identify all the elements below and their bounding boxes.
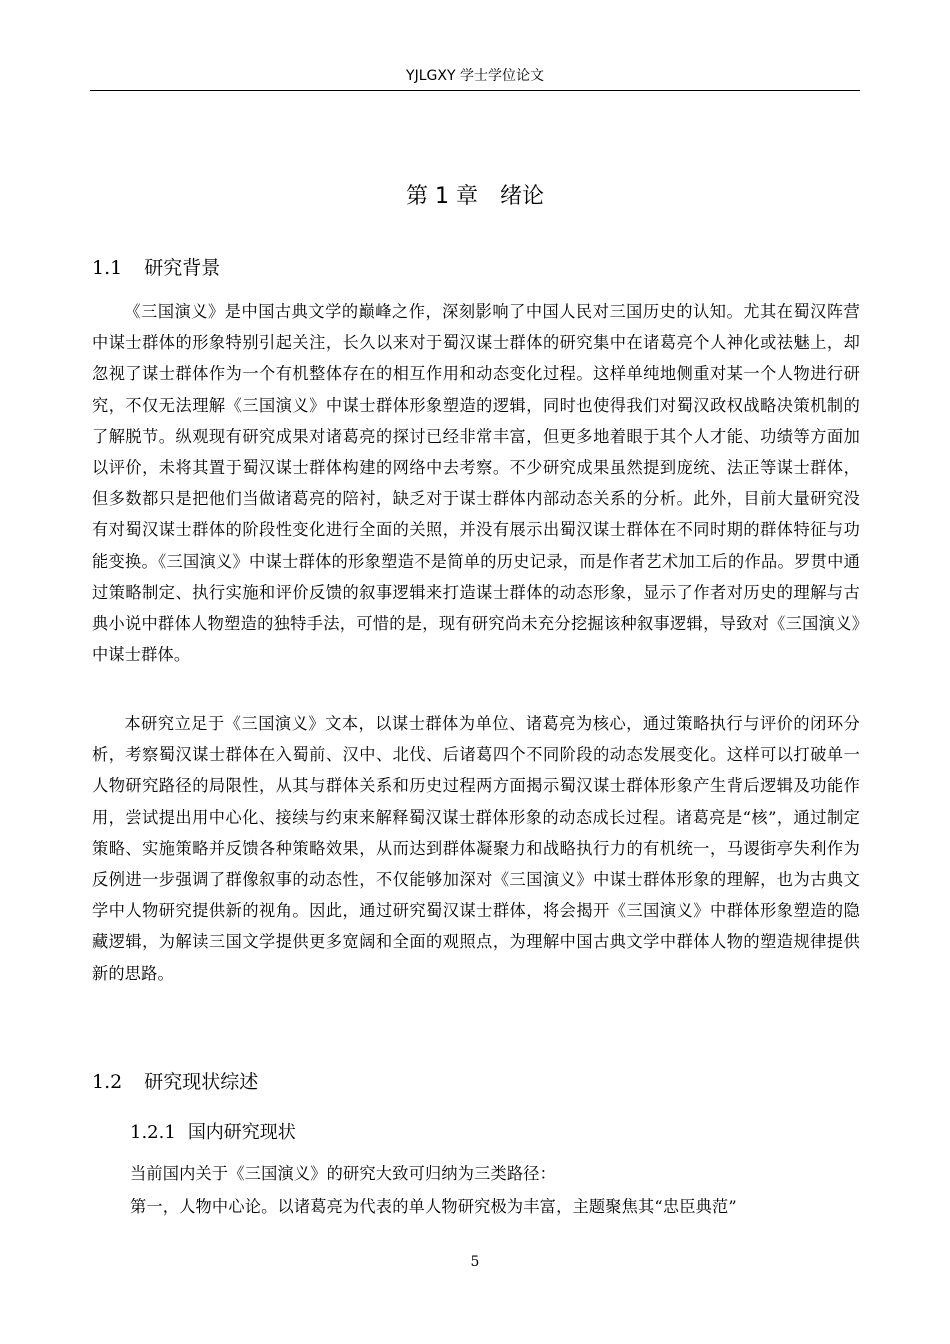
section-heading-1-1 [92, 254, 220, 282]
paragraph-domestic-1: 当前国内关于《三国演义》的研究大致可归纳为三类路径： [130, 1164, 557, 1183]
section-title: 研究现状综述 [144, 1071, 259, 1093]
paragraph-background-1: 《三国演义》是中国古典文学的巅峰之作，深刻影响了中国人民对三国历史的认知。尤其在蜀汉阵营中谋士群体的形象特别引起关注，长久以来对于蜀汉谋士群体的研究集中在诸葛亮个人神化或祛魅上，却忽视了谋士群体作为一个有机整体存在的相互作用和动态变化过程。这样单纯地侧重对某一个人物进行研究，不仅无法理解《三国演义》中谋士群体形象塑造的逻辑，同时也使得我们对蜀汉政权战略决策机制的了解脱节。纵观现有研究成果对诸葛亮的探讨已经非常丰富，但更多地着眼于其个人才能、功绩等方面加以评价，未将其置于蜀汉谋士群体构建的网络中去考察。不少研究成果虽然提到庞统、法正等谋士群体，但多数都只是把他们当做诸葛亮的陪衬，缺乏对于谋士群体内部动态关系的分析。此外，目前大量研究没有对蜀汉谋士群体的阶段性变化进行全面的关照，并没有展示出蜀汉谋士群体在不同时期的群体特征与功能变换。《三国演义》中谋士群体的形象塑造不是简单的历史记录，而是作者艺术加工后的作品。罗贯中通过策略制定、执行实施和评价反馈的叙事逻辑来打造谋士群体的动态形象，显示了作者对历史的理解与古典小说中群体人物塑造的独特手法，可惜的是，现有研究尚未充分挖掘该种叙事逻辑，导致对《三国演义》中谋士群体。 [92, 302, 860, 665]
section-heading-1-2 [92, 1068, 258, 1096]
chapter-title: 第 1 章 绪论 [406, 184, 544, 209]
paragraph-background-2: 本研究立足于《三国演义》文本，以谋士群体为单位、诸葛亮为核心，通过策略执行与评价的闭环分析，考察蜀汉谋士群体在入蜀前、汉中、北伐、后诸葛四个不同阶段的动态发展变化。这样可以打破单一人物研究路径的局限性，从其与群体关系和历史过程两方面揭示蜀汉谋士群体形象产生背后逻辑及功能作用，尝试提出用中心化、接续与约束来解释蜀汉谋士群体形象的动态成长过程。诸葛亮是“核”，通过制定策略、实施策略并反馈各种策略效果，从而达到群体凝聚力和战略执行力的有机统一，马谡街亭失利作为反例进一步强调了群像叙事的动态性，不仅能够加深对《三国演义》中谋士群体形象的理解，也为古典文学中人物研究提供新的视角。因此，通过研究蜀汉谋士群体，将会揭开《三国演义》中群体形象塑造的隐藏逻辑，为解读三国文学提供更多宽阔和全面的观照点，为理解中国古典文学中群体人物的塑造规律提供新的思路。 [92, 714, 860, 983]
subsection-heading-1-2-1 [130, 1119, 296, 1147]
subsection-title: 国内研究现状 [187, 1122, 296, 1143]
header-rule [90, 90, 860, 91]
section-title: 研究背景 [144, 257, 221, 279]
page-number: 5 [470, 1254, 480, 1270]
running-header: YJLGXY 学士学位论文 [406, 68, 544, 84]
paragraph-domestic-2: 第一，人物中心论。以诸葛亮为代表的单人物研究极为丰富，主题聚焦其“忠臣典范” [130, 1197, 737, 1216]
section-number: 1.1 [92, 257, 123, 279]
subsection-number: 1.2.1 [130, 1122, 176, 1143]
section-number: 1.2 [92, 1071, 123, 1093]
